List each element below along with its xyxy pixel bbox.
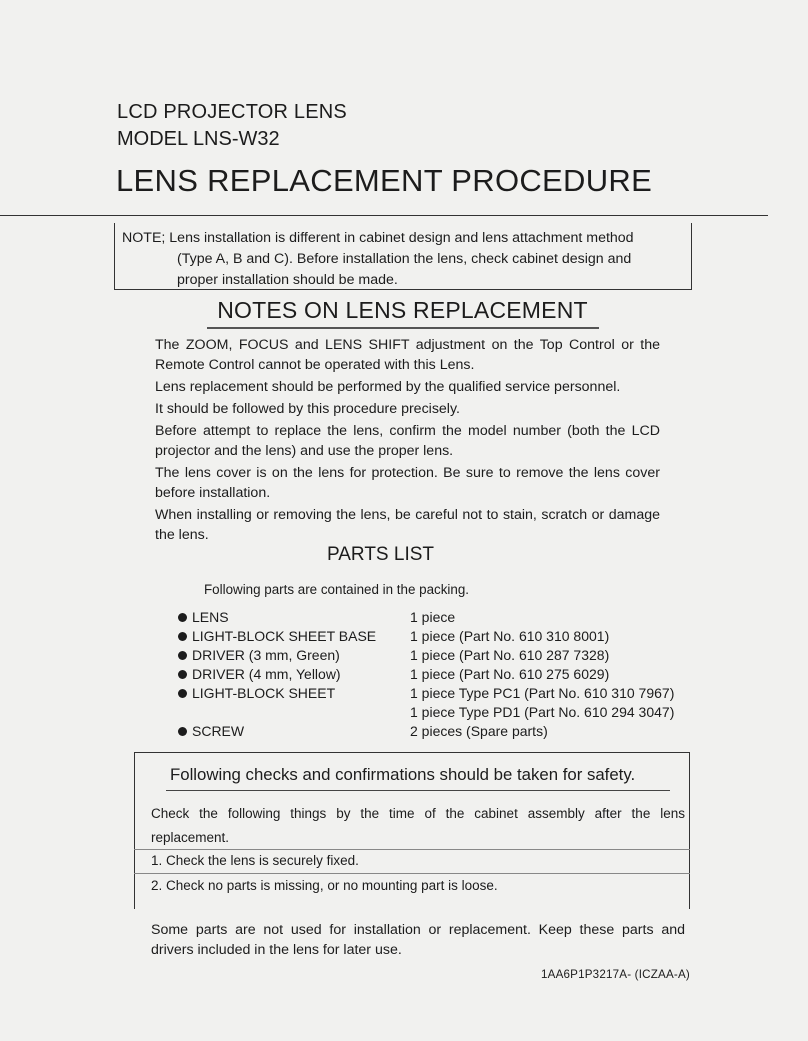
part-name: DRIVER (4 mm, Yellow) (178, 666, 341, 682)
safety-check-1: 1. Check the lens is securely fixed. (151, 853, 359, 868)
part-quantity: 2 pieces (Spare parts) (410, 723, 548, 739)
part-quantity: 1 piece (410, 609, 456, 625)
notes-paragraph: Before attempt to replace the lens, confirm the model number (both the LCD projector and the lens) and use the proper lens. (155, 423, 660, 459)
notes-paragraph: It should be followed by this procedure precisely. (155, 401, 460, 417)
notes-paragraph: Lens replacement should be performed by the qualified service personnel. (155, 379, 621, 395)
part-quantity: 1 piece (Part No. 610 275 6029) (410, 666, 610, 682)
safety-heading-underline (166, 790, 670, 791)
note-text (122, 228, 688, 291)
notes-paragraph: The ZOOM, FOCUS and LENS SHIFT adjustment on the Top Control or the Remote Control cannot be operated with this Lens. (155, 337, 660, 373)
parts-list-intro: Following parts are contained in the packing. (204, 582, 469, 597)
footer-note: Some parts are not used for installation or replacement. Keep these parts and drivers included in the lens for later use. (151, 922, 685, 958)
part-quantity: 1 piece Type PD1 (Part No. 610 294 3047) (410, 704, 675, 720)
page-title: LENS REPLACEMENT PROCEDURE (116, 163, 653, 198)
title-divider (0, 215, 768, 216)
note-line-3: proper installation should be made. (177, 272, 398, 288)
parts-list-heading: PARTS LIST (327, 544, 434, 565)
part-quantity: 1 piece (Part No. 610 310 8001) (410, 628, 610, 644)
safety-divider (134, 849, 690, 850)
safety-check-2: 2. Check no parts is missing, or no mounting part is loose. (151, 878, 498, 893)
safety-intro-line-1: Check the following things by the time of the cabinet assembly after the lens (151, 806, 685, 821)
notes-heading-underline (207, 327, 599, 329)
part-name: LIGHT-BLOCK SHEET BASE (178, 628, 376, 644)
part-quantity: 1 piece (Part No. 610 287 7328) (410, 647, 610, 663)
part-name: LENS (178, 609, 229, 625)
bullet-icon (178, 632, 187, 641)
note-line-1: NOTE; Lens installation is different in cabinet design and lens attachment method (122, 230, 634, 246)
bullet-icon (178, 613, 187, 622)
safety-intro-line-2: replacement. (151, 830, 230, 845)
part-name: LIGHT-BLOCK SHEET (178, 685, 335, 701)
notes-paragraph: When installing or removing the lens, be careful not to stain, scratch or damage the lens. (155, 507, 660, 543)
bullet-icon (178, 727, 187, 736)
model-number: MODEL LNS-W32 (117, 128, 280, 150)
safety-divider (134, 873, 690, 874)
document-number: 1AA6P1P3217A- (ICZAA-A) (541, 968, 690, 981)
bullet-icon (178, 651, 187, 660)
bullet-icon (178, 689, 187, 698)
part-quantity: 1 piece Type PC1 (Part No. 610 310 7967) (410, 685, 675, 701)
part-name: DRIVER (3 mm, Green) (178, 647, 340, 663)
notes-heading: NOTES ON LENS REPLACEMENT (217, 297, 588, 323)
notes-paragraph: The lens cover is on the lens for protection. Be sure to remove the lens cover before installation. (155, 465, 660, 501)
bullet-icon (178, 670, 187, 679)
product-line: LCD PROJECTOR LENS (117, 101, 347, 123)
safety-heading: Following checks and confirmations should be taken for safety. (170, 765, 636, 784)
part-name: SCREW (178, 723, 244, 739)
note-line-2: (Type A, B and C). Before installation the lens, check cabinet design and (177, 251, 632, 267)
